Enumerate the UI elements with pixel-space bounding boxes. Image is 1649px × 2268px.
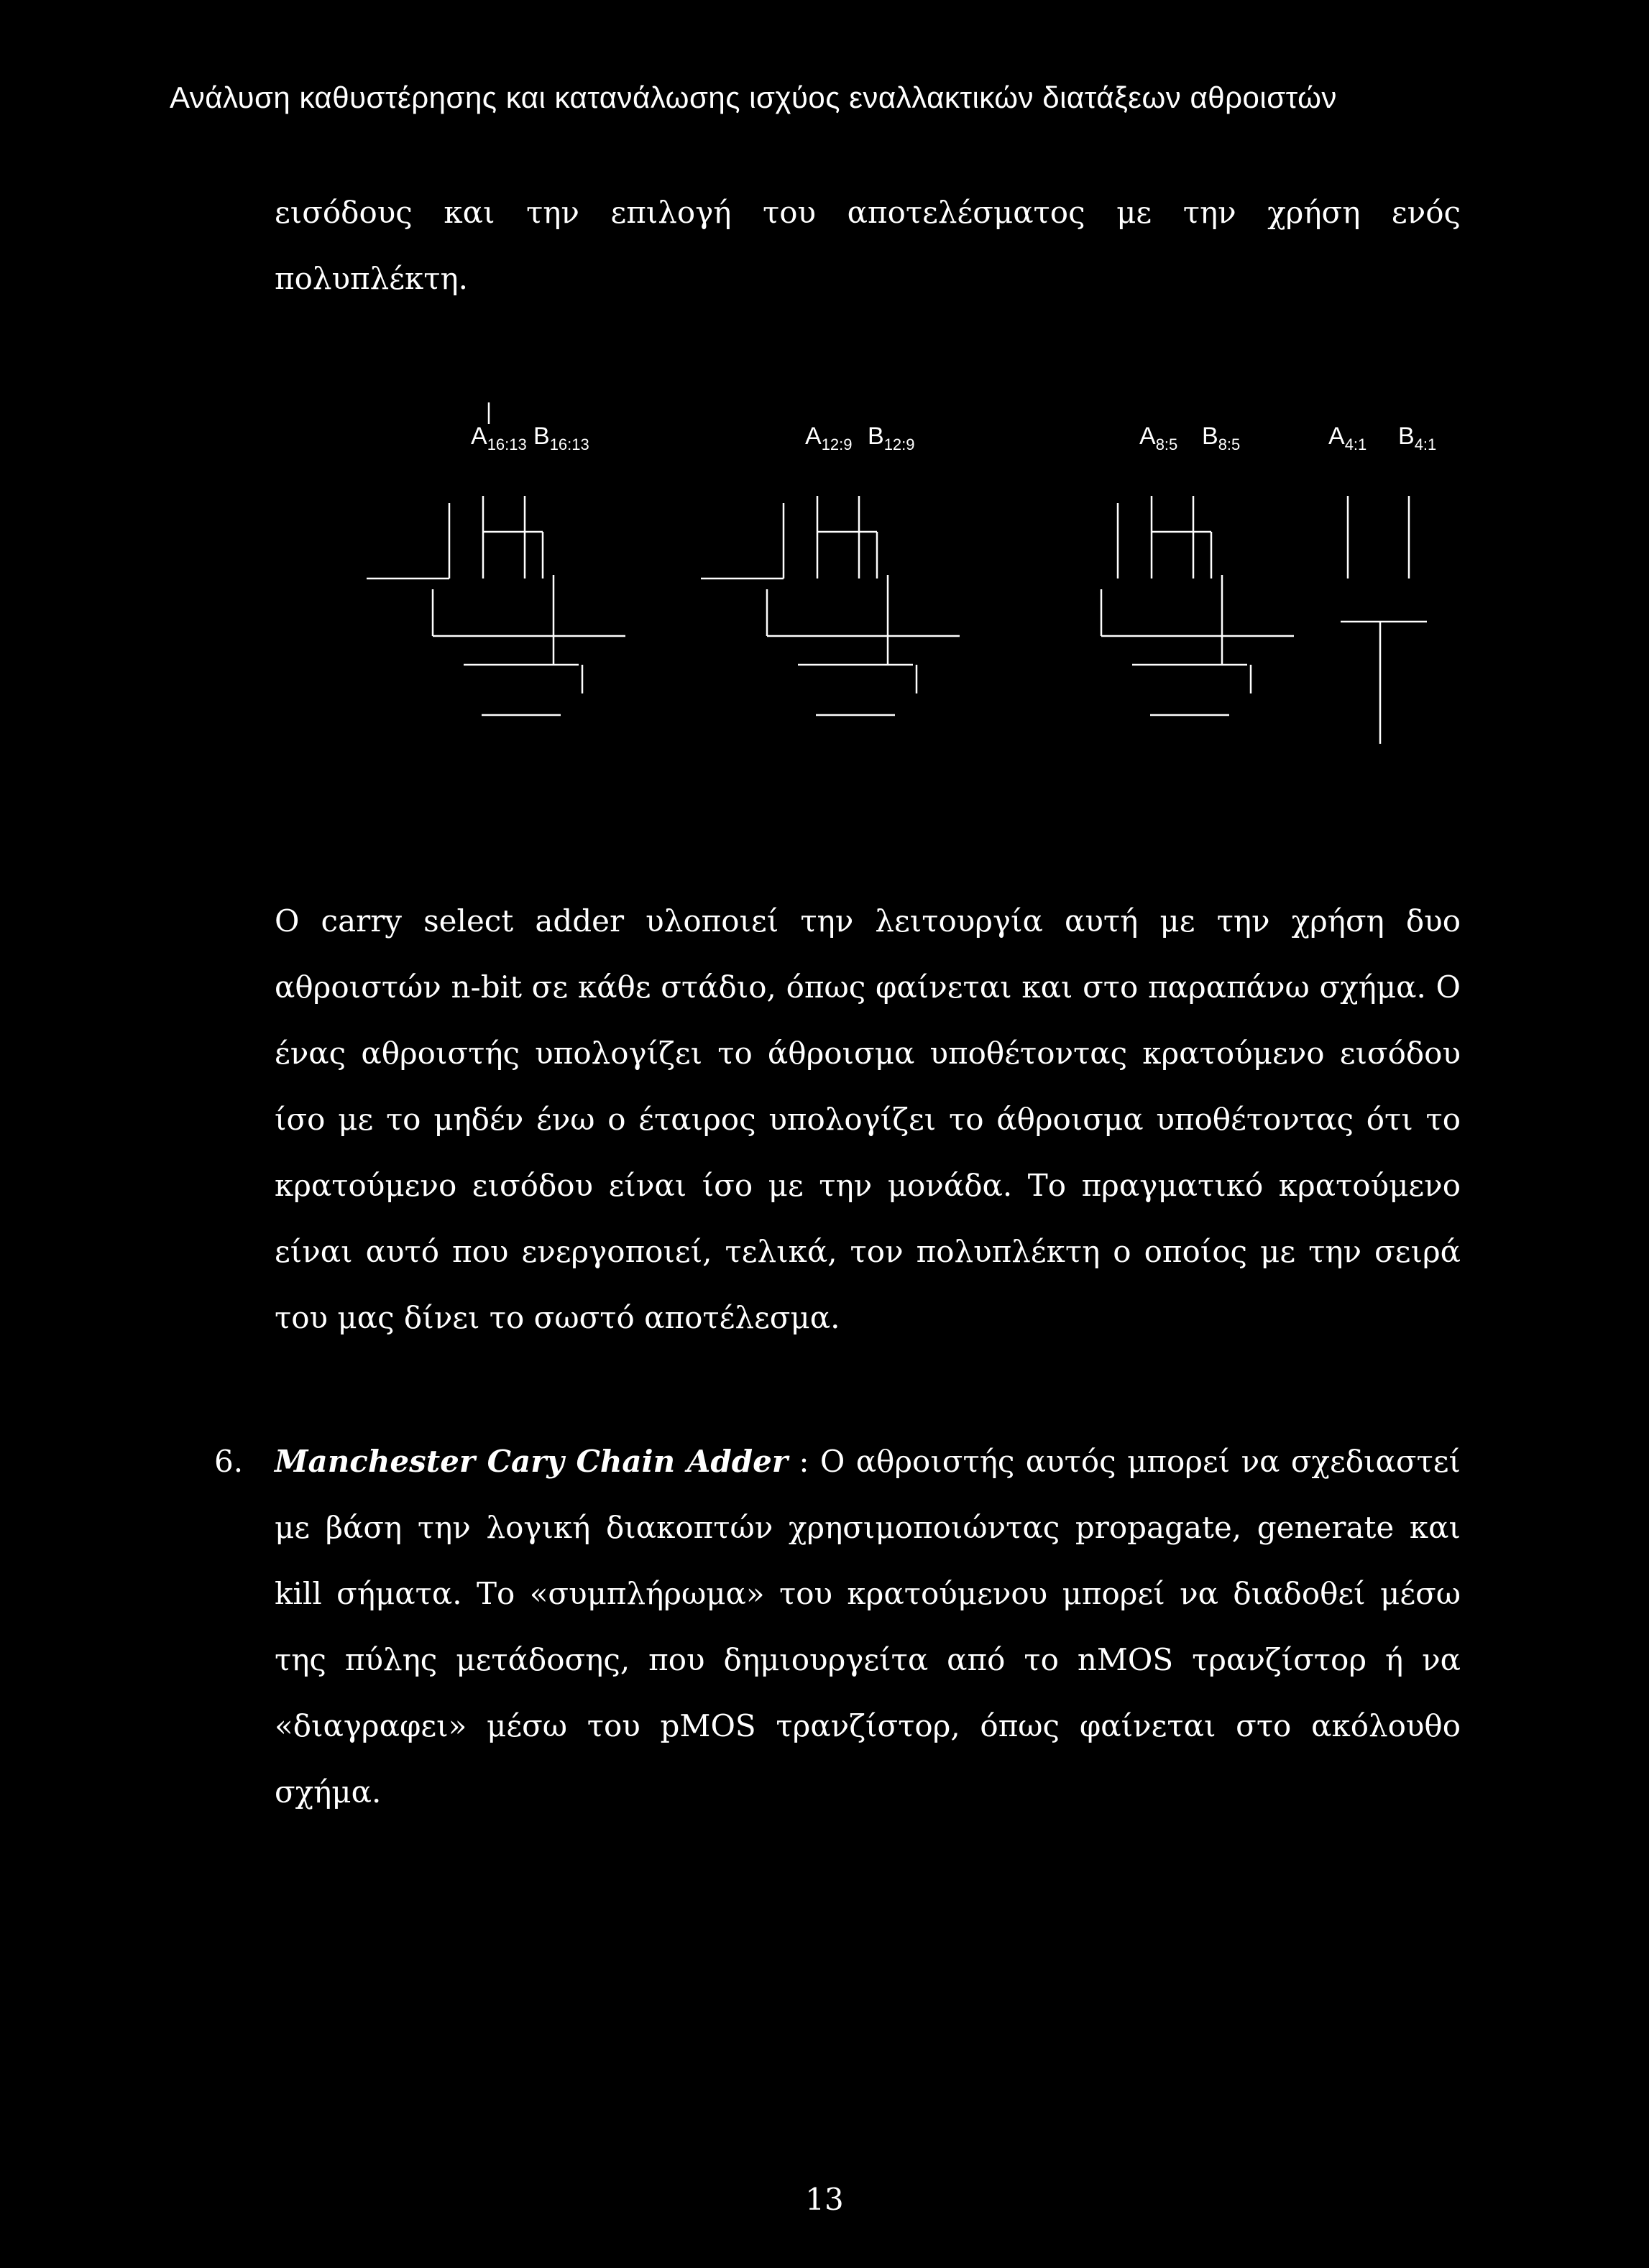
stage-12-9-lines <box>701 496 960 715</box>
manchester-text: Ο αθροιστής αυτός μπορεί να σχεδιαστεί με βάση την λογική διακοπτών χρησιμοποιώντας propagate, generate και kill σήματα. Το «συμπλήρωμα» του κρατούμενου μπορεί να διαδοθεί μέσω της πύλης μετάδοσης, που δημιουργείτα από το nMOS τρανζίστορ ή να «διαγραφει» μέσω του pMOS τρανζίστορ, όπως φαίνεται στο ακόλουθο σχήμα. <box>275 1444 1461 1810</box>
carry-select-paragraph: Ο carry select adder υλοποιεί την λειτουργία αυτή με την χρήση δυο αθροιστών n-bit σε κάθε στάδιο, όπως φαίνεται και στο παραπάνω σχήμα. Ο ένας αθροιστής υπολογίζει το άθροισμα υποθέτοντας κρατούμενο εισόδου ίσο με το μηδέν ένω ο έταιρος υπολογίζει το άθροισμα υποθέτοντας ότι το κρατούμενο εισόδου είναι ίσο με την μονάδα. Το πραγματικό κρατούμενο είναι αυτό που ενεργοποιεί, τελικά, τον πολυπλέκτη ο οποίος με την σειρά του μας δίνει το σωστό αποτέλεσμα. <box>275 903 1461 1335</box>
label-a-12-9: $A_{12:9}$ <box>805 423 853 453</box>
diagram-svg <box>345 402 1438 776</box>
label-b-12-9: $B_{12:9}$ <box>868 423 915 453</box>
diagram-labels <box>471 423 1436 453</box>
stage-8-5-lines <box>1101 496 1294 715</box>
manchester-title: Manchester Cary Chain Adder <box>275 1444 788 1479</box>
carry-select-adder-diagram <box>345 402 1438 776</box>
label-a-8-5: $A_{8:5}$ <box>1139 423 1178 453</box>
diagram-lines <box>367 402 1427 744</box>
label-b-8-5: $B_{8:5}$ <box>1202 423 1241 453</box>
manchester-paragraph <box>275 1429 1461 1825</box>
list-item-number: 6. <box>214 1444 244 1479</box>
page-header: Ανάλυση καθυστέρησης και κατανάλωσης ισχύος εναλλακτικών διατάξεων αθροιστών <box>170 80 1337 114</box>
manchester-separator: : <box>787 1444 820 1479</box>
label-a-4-1: $A_{4:1}$ <box>1328 423 1367 453</box>
label-b-16-13: $B_{16:13}$ <box>533 423 589 453</box>
label-a-16-13: $A_{16:13}$ <box>471 423 527 453</box>
intro-paragraph: εισόδους και την επιλογή του αποτελέσματος με την χρήση ενός πολυπλέκτη. <box>275 195 1461 296</box>
label-b-4-1: $B_{4:1}$ <box>1398 423 1437 453</box>
page-number: 13 <box>805 2182 844 2217</box>
stage-4-1-lines <box>1341 496 1427 744</box>
